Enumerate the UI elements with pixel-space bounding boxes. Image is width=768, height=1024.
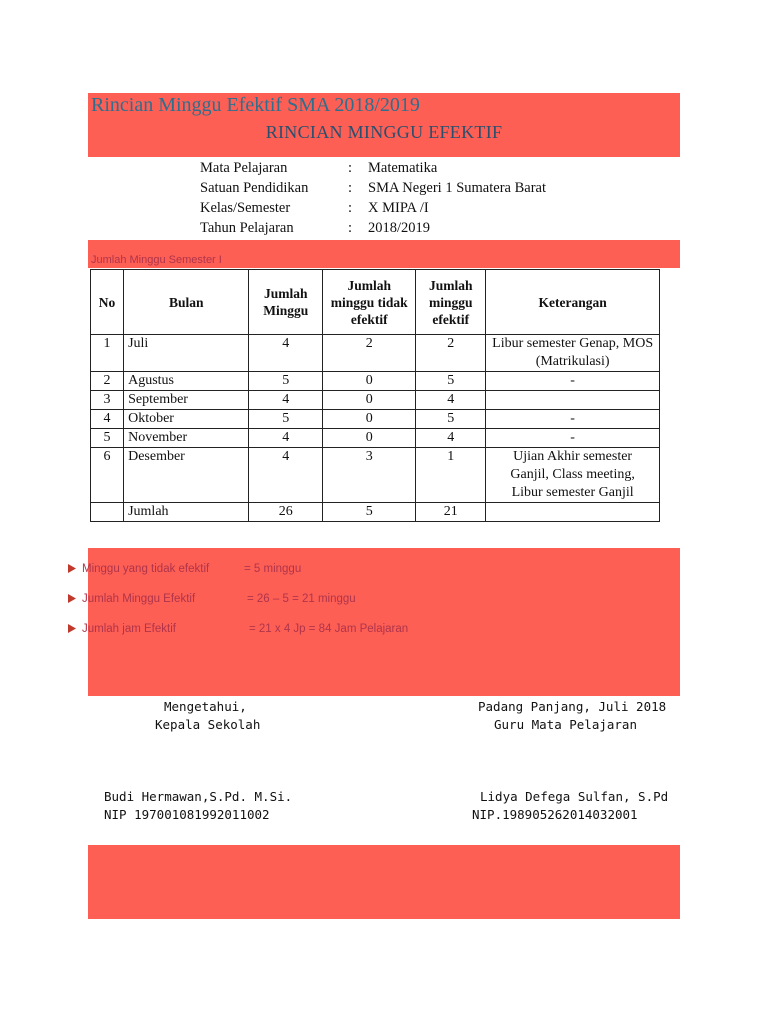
header-tidak-efektif: Jumlah minggu tidak efektif [323, 270, 416, 335]
info-row [200, 178, 546, 198]
info-row [200, 198, 546, 218]
document-title: Rincian Minggu Efektif SMA 2018/2019 [91, 94, 420, 116]
cell-tidak-efektif: 0 [323, 391, 416, 410]
cell-minggu: 4 [249, 335, 323, 372]
right-signer-name: Lidya Defega Sulfan, S.Pd [480, 789, 669, 804]
table-row [91, 335, 660, 372]
cell-efektif: 4 [416, 391, 486, 410]
table-total-row [91, 503, 660, 522]
info-colon: : [348, 180, 353, 196]
left-sign-line1: Mengetahui, [164, 699, 247, 714]
cell-tidak-efektif: 0 [323, 429, 416, 448]
cell-tidak-efektif: 0 [323, 372, 416, 391]
cell-no: 2 [91, 372, 124, 391]
cell-bulan: September [124, 391, 249, 410]
info-label: Tahun Pelajaran [200, 220, 294, 236]
info-label: Mata Pelajaran [200, 160, 288, 176]
info-label: Satuan Pendidikan [200, 180, 309, 196]
info-value: 2018/2019 [368, 220, 431, 236]
cell-no: 5 [91, 429, 124, 448]
summary-line [68, 563, 301, 575]
table-row [91, 448, 660, 503]
cell-total-label: Jumlah [124, 503, 249, 522]
info-colon: : [348, 220, 353, 236]
cell-total-efektif: 21 [416, 503, 486, 522]
summary-label: Jumlah Minggu Efektif [82, 593, 196, 605]
header-no: No [91, 270, 124, 335]
info-value: SMA Negeri 1 Sumatera Barat [368, 180, 546, 196]
cell-efektif: 5 [416, 410, 486, 429]
cell-minggu: 5 [249, 410, 323, 429]
table-row [91, 372, 660, 391]
cell-bulan: Oktober [124, 410, 249, 429]
header-keterangan: Keterangan [486, 270, 660, 335]
cell-no [91, 503, 124, 522]
cell-minggu: 4 [249, 391, 323, 410]
info-value: X MIPA /I [368, 200, 429, 216]
cell-total-keterangan [486, 503, 660, 522]
cell-keterangan: - [486, 410, 660, 429]
cell-no: 1 [91, 335, 124, 372]
document-subtitle: RINCIAN MINGGU EFEKTIF [265, 122, 503, 142]
cell-tidak-efektif: 3 [323, 448, 416, 503]
cell-no: 4 [91, 410, 124, 429]
cell-total-tidak-efektif: 5 [323, 503, 416, 522]
summary-label: Jumlah jam Efektif [82, 623, 176, 635]
cell-efektif: 5 [416, 372, 486, 391]
info-colon: : [348, 200, 353, 216]
cell-tidak-efektif: 0 [323, 410, 416, 429]
cell-keterangan [486, 391, 660, 410]
header-jumlah-minggu: Jumlah Minggu [249, 270, 323, 335]
semester-label: Jumlah Minggu Semester I [91, 254, 222, 266]
cell-minggu: 4 [249, 429, 323, 448]
cell-bulan: Juli [124, 335, 249, 372]
left-signer-name: Budi Hermawan,S.Pd. M.Si. [104, 789, 293, 804]
weeks-table [90, 269, 660, 522]
summary-value: = 21 x 4 Jp = 84 Jam Pelajaran [249, 623, 409, 635]
cell-no: 6 [91, 448, 124, 503]
table-row [91, 429, 660, 448]
info-block [200, 158, 546, 238]
cell-keterangan: Libur semester Genap, MOS (Matrikulasi) [486, 335, 660, 372]
table-row [91, 391, 660, 410]
summary-line [68, 623, 408, 635]
summary-value: = 26 – 5 = 21 minggu [247, 593, 356, 605]
info-colon: : [348, 160, 353, 176]
header-bulan: Bulan [124, 270, 249, 335]
cell-efektif: 4 [416, 429, 486, 448]
right-signer-nip: NIP.198905262014032001 [472, 807, 638, 822]
footer-band [88, 845, 680, 919]
cell-total-minggu: 26 [249, 503, 323, 522]
right-sign-line1: Padang Panjang, Juli 2018 [478, 699, 667, 714]
cell-keterangan: - [486, 429, 660, 448]
arrow-right-icon [68, 564, 76, 573]
left-sign-line2: Kepala Sekolah [155, 717, 261, 732]
info-row [200, 158, 546, 178]
cell-bulan: November [124, 429, 249, 448]
cell-no: 3 [91, 391, 124, 410]
table-header-row [91, 270, 660, 335]
cell-tidak-efektif: 2 [323, 335, 416, 372]
cell-bulan: Agustus [124, 372, 249, 391]
cell-minggu: 5 [249, 372, 323, 391]
info-label: Kelas/Semester [200, 200, 291, 216]
summary-value: = 5 minggu [244, 563, 302, 575]
cell-keterangan: - [486, 372, 660, 391]
cell-efektif: 2 [416, 335, 486, 372]
cell-keterangan: Ujian Akhir semester Ganjil, Class meeting, Libur semester Ganjil [486, 448, 660, 503]
header-efektif: Jumlah minggu efektif [416, 270, 486, 335]
arrow-right-icon [68, 624, 76, 633]
table-row [91, 410, 660, 429]
info-value: Matematika [368, 160, 438, 176]
right-sign-line2: Guru Mata Pelajaran [494, 717, 637, 732]
arrow-right-icon [68, 594, 76, 603]
cell-efektif: 1 [416, 448, 486, 503]
left-signer-nip: NIP 197001081992011002 [104, 807, 270, 822]
cell-bulan: Desember [124, 448, 249, 503]
summary-line [68, 593, 356, 605]
cell-minggu: 4 [249, 448, 323, 503]
info-row [200, 218, 546, 238]
summary-label: Minggu yang tidak efektif [82, 563, 210, 575]
